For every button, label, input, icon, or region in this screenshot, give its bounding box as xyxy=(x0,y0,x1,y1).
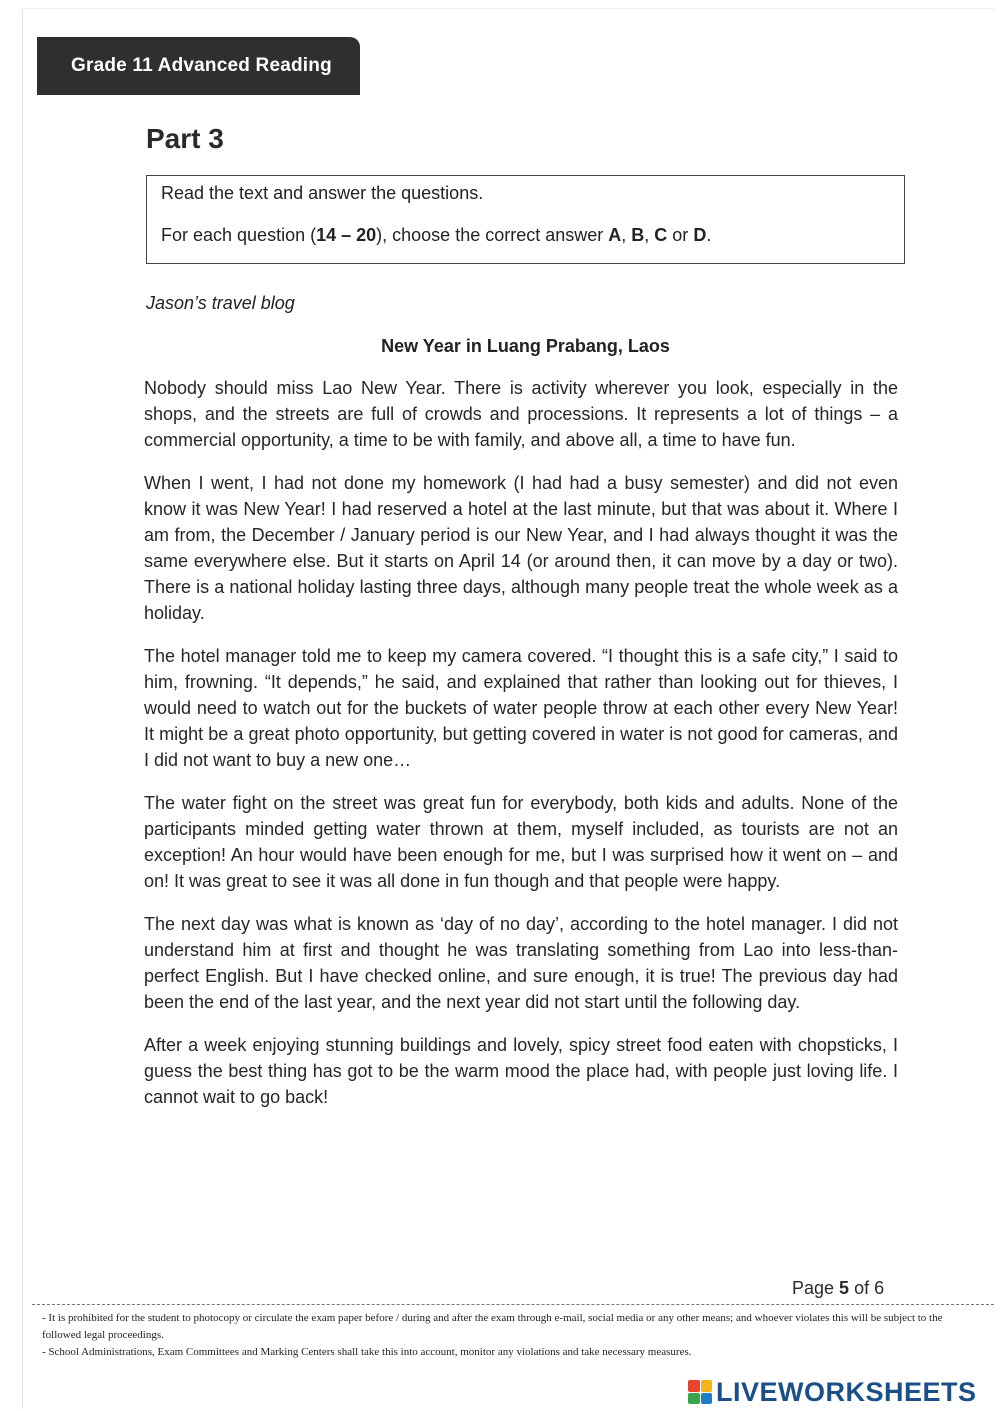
logo-mark-icon xyxy=(688,1380,712,1404)
footer-line-1: - It is prohibited for the student to photocopy or circulate the exam paper before / during and after the exam through e-mail, social media or any other means; and whoever violates this will be subject to the followed legal proceedings. xyxy=(42,1312,943,1341)
footer-divider xyxy=(32,1304,994,1305)
page-number xyxy=(792,1278,884,1299)
header-tab-label: Grade 11 Advanced Reading xyxy=(71,55,332,76)
article-paragraph: The next day was what is known as ‘day of no day’, according to the hotel manager. I did not understand him at first and thought he was translating something from Lao into less-than-perfect English. But I have checked online, and sure enough, it is true! The previous day had been the end of the last year, and the next year did not start until the following day. xyxy=(144,914,898,1012)
article-paragraph: Nobody should miss Lao New Year. There is activity wherever you look, especially in the shops, and the streets are full of crowds and processions. It represents a lot of things – a commercial opportunity, a time to be with family, and above all, a time to have fun. xyxy=(144,378,898,450)
logo-text: LIVEWORKSHEETS xyxy=(716,1376,977,1407)
footer-line-2: - School Administrations, Exam Committees and Marking Centers shall take this into account, monitor any violations and take necessary measures. xyxy=(42,1346,692,1358)
logo-square xyxy=(701,1393,713,1405)
option-c: C xyxy=(654,225,668,245)
footer-notice xyxy=(42,1310,972,1361)
option-d: D xyxy=(693,225,707,245)
page-prefix: Page xyxy=(792,1278,840,1298)
instr-text: For each question ( xyxy=(161,225,317,245)
instr-text: or xyxy=(667,225,694,245)
article-body xyxy=(144,375,898,1127)
header-tab xyxy=(37,37,360,95)
part-title: Part 3 xyxy=(146,123,224,154)
article-paragraph: After a week enjoying stunning buildings and lovely, spicy street food eaten with chopsticks, I guess the best thing has got to be the warm mood the place had, with people just loving life. I cannot wait to go back! xyxy=(144,1035,898,1107)
article-title: New Year in Luang Prabang, Laos xyxy=(381,336,670,356)
page-total: 6 xyxy=(874,1278,885,1298)
instructions-box xyxy=(146,175,905,264)
option-b: B xyxy=(631,225,645,245)
option-a: A xyxy=(608,225,622,245)
instr-text: ), choose the correct answer xyxy=(376,225,609,245)
logo-square xyxy=(701,1380,713,1392)
question-range: 14 – 20 xyxy=(316,225,377,245)
instr-text: . xyxy=(706,225,712,245)
instructions-line-1: Read the text and answer the questions. xyxy=(161,183,484,203)
liveworksheets-logo[interactable] xyxy=(688,1376,977,1408)
article-paragraph: The water fight on the street was great fun for everybody, both kids and adults. None of the participants minded getting water thrown at them, myself included, as tourists are not an exception! An hour would have been enough for me, but I was surprised how it went on – and on! It was great to see it was all done in fun though and that people were happy. xyxy=(144,793,898,891)
article-paragraph: When I went, I had not done my homework (I had had a busy semester) and did not even know it was New Year! I had reserved a hotel at the last minute, but that was about it. Where I am from, the December / January period is our New Year, and I had always thought it was the same everywhere else. But it starts on April 14 (or around then, it can move by a day or two). There is a national holiday lasting three days, although many people treat the whole week as a holiday. xyxy=(144,473,898,623)
logo-square xyxy=(688,1380,700,1392)
page-current: 5 xyxy=(839,1278,850,1298)
blog-label: Jason’s travel blog xyxy=(146,293,295,313)
logo-square xyxy=(688,1393,700,1405)
instructions-line-2: For each question (14 – 20), choose the correct answer A, B, C or D. xyxy=(161,225,712,245)
article-paragraph: The hotel manager told me to keep my camera covered. “I thought this is a safe city,” I said to him, frowning. “It depends,” he said, and explained that rather than looking out for thieves, I would need to watch out for the buckets of water people throw at each other every New Year! It might be a great photo opportunity, but getting covered in water is not good for cameras, and I did not want to buy a new one… xyxy=(144,646,898,770)
page-middle: of xyxy=(849,1278,875,1298)
